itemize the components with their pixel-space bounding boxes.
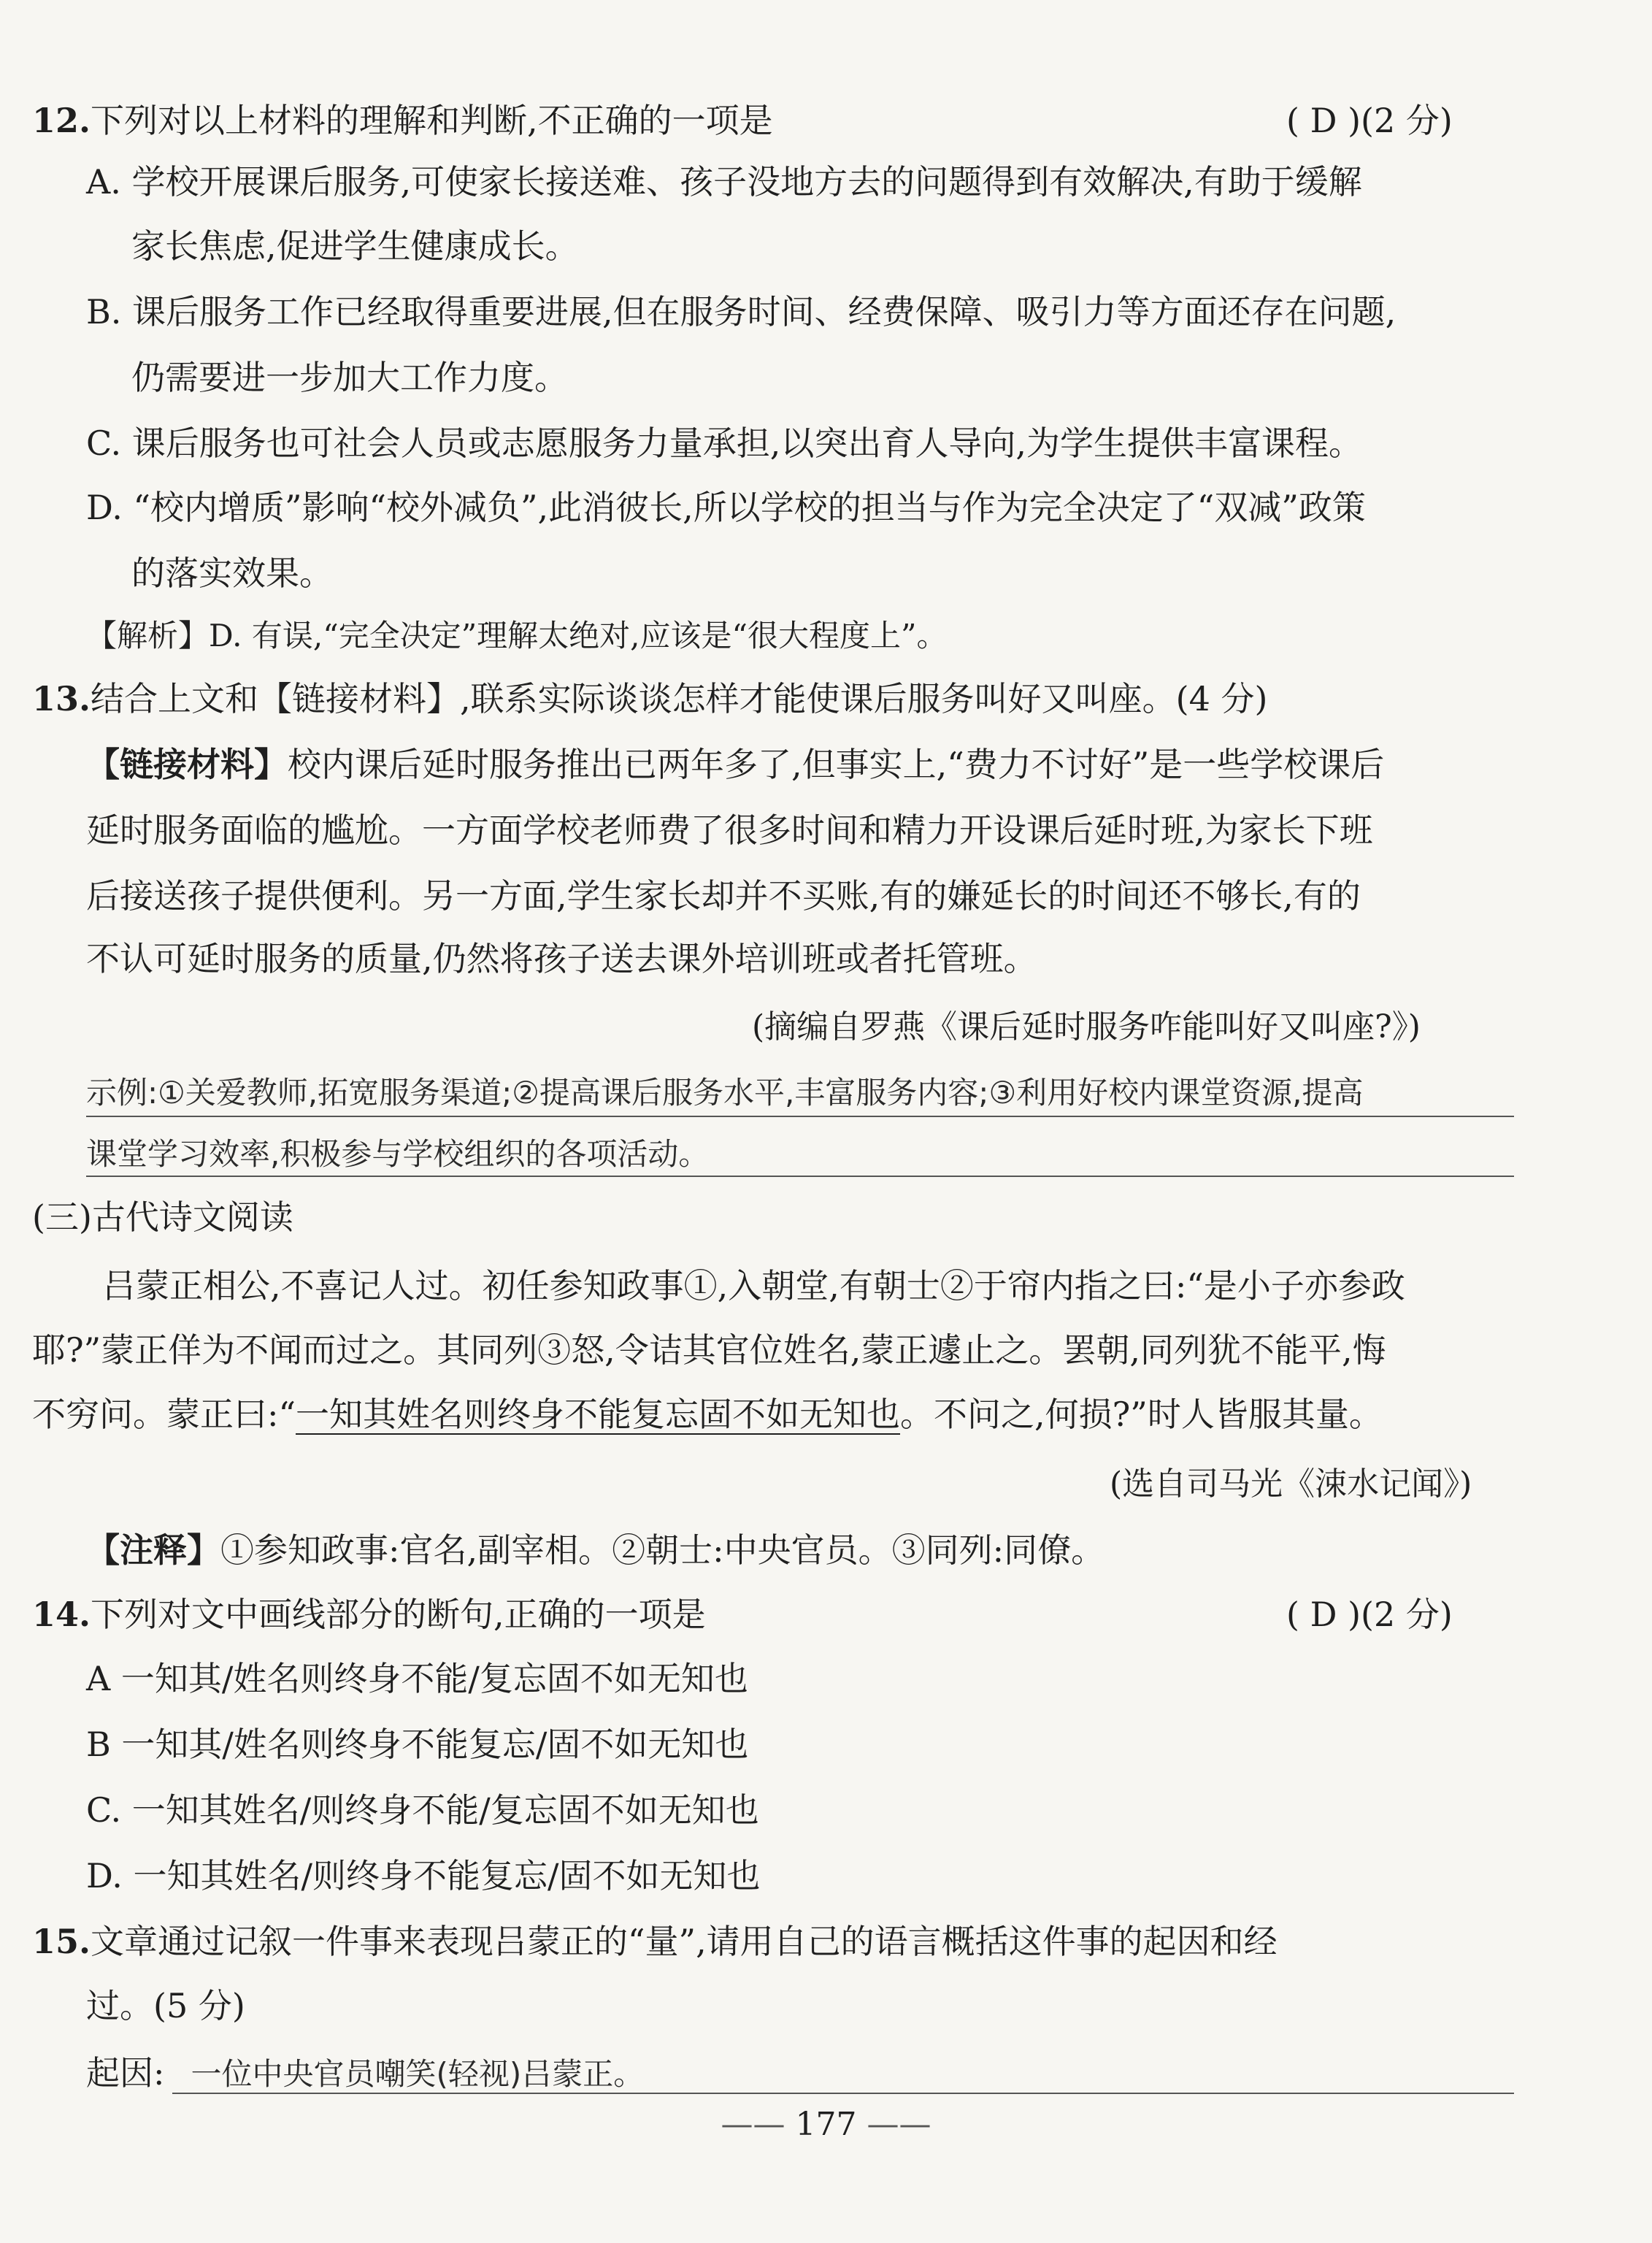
q12-number: 12. (32, 101, 91, 140)
passage-underlined-sentence: 一知其姓名则终身不能复忘固不如无知也 (296, 1395, 901, 1434)
q12-option-c-line1: C. 课后服务也可社会人员或志愿服务力量承担,以突出育人导向,为学生提供丰富课程。 (86, 423, 1363, 463)
passage-line2: 耶?”蒙正佯为不闻而过之。其同列③怒,令诘其官位姓名,蒙正遽止之。罢朝,同列犹不能平,悔 (32, 1330, 1386, 1370)
passage-line1: 吕蒙正相公,不喜记人过。初任参知政事①,入朝堂,有朝士②于帘内指之曰:“是小子亦参政 (102, 1266, 1405, 1305)
q15-stem-line1 (32, 1919, 1278, 1964)
q14-option-a: A 一知其/姓名则终身不能/复忘固不如无知也 (86, 1659, 748, 1698)
q12-option-d-line1: D. “校内增质”影响“校外减负”,此消彼长,所以学校的担当与作为完全决定了“双减”政策 (86, 488, 1366, 527)
notes-tag: 【注释】 (86, 1530, 220, 1570)
q15-stem-text1: 文章通过记叙一件事来表现吕蒙正的“量”,请用自己的语言概括这件事的起因和经 (91, 1922, 1278, 1961)
q15-stem-line2: 过。(5 分) (86, 1986, 245, 2025)
q12-stem (32, 98, 773, 143)
q15-cause-rule (172, 2093, 1514, 2094)
q14-number: 14. (32, 1595, 91, 1634)
q14-option-d: D. 一知其姓名/则终身不能复忘/固不如无知也 (86, 1856, 761, 1895)
page-number-right-dash: —— (856, 2106, 931, 2143)
q13-answer-line2: 课堂学习效率,积极参与学校组织的各项活动。 (86, 1136, 710, 1172)
passage-notes (86, 1527, 1104, 1573)
q15-cause (86, 2050, 644, 2097)
q15-cause-label: 起因: (86, 2053, 165, 2093)
q15-number: 15. (32, 1922, 91, 1961)
q13-number: 13. (32, 679, 91, 718)
q12-option-b-line2: 仍需要进一步加大工作力度。 (131, 358, 568, 397)
q12-analysis: 【解析】D. 有误,“完全决定”理解太绝对,应该是“很大程度上”。 (86, 618, 948, 653)
passage-line3 (32, 1392, 1383, 1437)
link-material-line4: 不认可延时服务的质量,仍然将孩子送去课外培训班或者托管班。 (86, 939, 1037, 978)
q14-option-b: B 一知其/姓名则终身不能复忘/固不如无知也 (86, 1725, 749, 1764)
link-material-tag: 【链接材料】 (86, 745, 288, 784)
link-material-line2: 延时服务面临的尴尬。一方面学校老师费了很多时间和精力开设课后延时班,为家长下班 (86, 810, 1373, 850)
q13-stem-text: 结合上文和【链接材料】,联系实际谈谈怎样才能使课后服务叫好又叫座。(4 分) (91, 679, 1268, 718)
passage-line3-pre: 不穷问。蒙正曰:“ (32, 1395, 296, 1434)
q14-answer: ( D )(2 分) (1286, 1595, 1453, 1634)
q13-answer-rule2 (86, 1176, 1514, 1177)
q12-option-a-line2: 家长焦虑,促进学生健康成长。 (131, 226, 579, 266)
q13-answer-line1: 示例:①关爱教师,拓宽服务渠道;②提高课后服务水平,丰富服务内容;③利用好校内课堂资源,提高 (86, 1075, 1364, 1111)
q13-stem (32, 676, 1267, 721)
page-number: 177 (795, 2106, 857, 2143)
q12-option-b-line1: B. 课后服务工作已经取得重要进展,但在服务时间、经费保障、吸引力等方面还存在问题, (86, 292, 1396, 331)
link-material-source: (摘编自罗燕《课后延时服务咋能叫好又叫座?》) (752, 1008, 1421, 1046)
passage-source: (选自司马光《涑水记闻》) (1110, 1465, 1472, 1503)
q12-answer: ( D )(2 分) (1286, 101, 1453, 140)
q12-option-a-line1: A. 学校开展课后服务,可使家长接送难、孩子没地方去的问题得到有效解决,有助于缓解 (86, 162, 1362, 202)
link-material-text1: 校内课后延时服务推出已两年多了,但事实上,“费力不讨好”是一些学校课后 (288, 745, 1385, 784)
link-material-line1 (86, 742, 1384, 787)
q13-answer-rule1 (86, 1116, 1514, 1117)
q12-option-d-line2: 的落实效果。 (131, 553, 333, 593)
passage-line3-post: 。不问之,何损?”时人皆服其量。 (900, 1395, 1383, 1434)
section3-title: (三)古代诗文阅读 (32, 1197, 293, 1237)
page-number-footer (0, 2103, 1652, 2147)
link-material-line3: 后接送孩子提供便利。另一方面,学生家长却并不买账,有的嫌延长的时间还不够长,有的 (86, 876, 1361, 916)
page-number-left-dash: —— (721, 2106, 796, 2143)
notes-text: ①参知政事:官名,副宰相。②朝士:中央官员。③同列:同僚。 (220, 1530, 1105, 1570)
q14-stem-text: 下列对文中画线部分的断句,正确的一项是 (91, 1595, 706, 1634)
q14-stem (32, 1592, 706, 1637)
q14-option-c: C. 一知其姓名/则终身不能/复忘固不如无知也 (86, 1790, 759, 1830)
q15-cause-answer: 一位中央官员嘲笑(轻视)吕蒙正。 (191, 2056, 645, 2092)
q12-stem-text: 下列对以上材料的理解和判断,不正确的一项是 (91, 101, 773, 140)
